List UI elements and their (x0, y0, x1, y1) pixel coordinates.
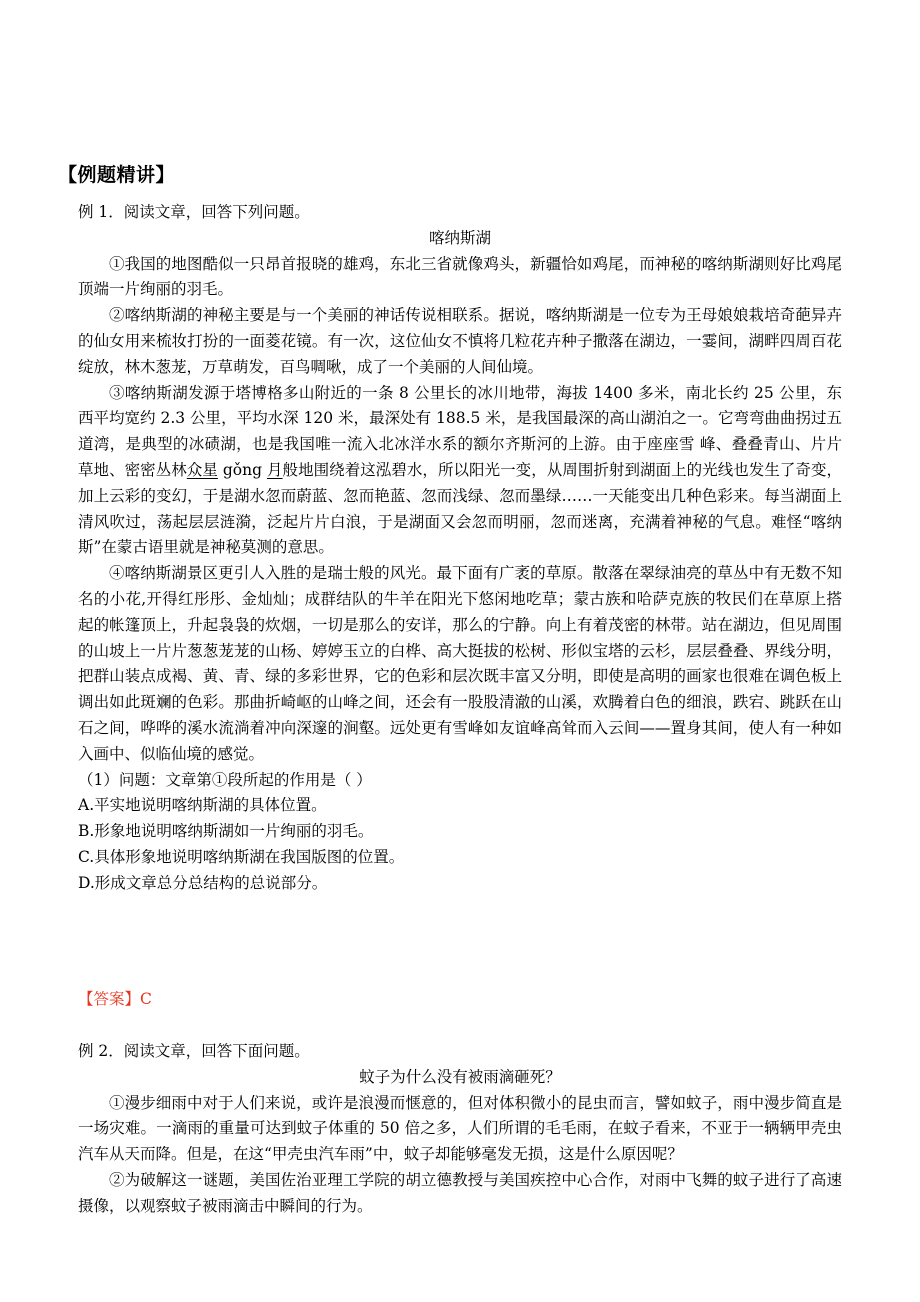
pinyin-annotation: gǒng (217, 460, 267, 479)
answer-line (78, 987, 842, 1013)
underlined-word: 众星 (186, 460, 218, 479)
article-title: 喀纳斯湖 (428, 228, 491, 247)
underlined-word: 月 (267, 460, 283, 479)
paragraph-3: ③喀纳斯湖发源于塔博格多山附近的一条 8 公里长的冰川地带，海拔 1400 多米，南北长约 25 公里，东西平均宽约 2.3 公里，平均水深 120 米，最深处有 188.5 米，是我国最深的高山湖泊之一。它弯弯曲曲拐过五道湾，是典型的冰碛湖，也是我国唯一流入北冰洋水系的额尔齐斯河的上游。由于座座雪 峰、叠叠青山、片片草地、密密丛林众星 gǒng 月般地围绕着这泓碧水，所以阳光一变，从周围折射到湖面上的光线也发生了奇变，加上云彩的变幻，于是湖水忽而蔚蓝、忽而艳蓝、忽而浅绿、忽而墨绿……一天能变出几种色彩来。每当湖面上清风吹过，荡起层层涟漪，泛起片片白浪，于是湖面又会忽而明丽，忽而迷离，充满着神秘的气息。难怪“喀纳斯”在蒙古语里就是神秘莫测的意思。 (78, 383, 842, 557)
example-1-intro: 例 1．阅读文章，回答下列问题。 (78, 203, 310, 221)
example-2 (78, 1039, 842, 1220)
section-heading: 【例题精讲】 (58, 164, 176, 186)
option-a: A.平实地说明喀纳斯湖的具体位置。 (78, 796, 327, 815)
option-b: B.形象地说明喀纳斯湖如一片绚丽的羽毛。 (78, 822, 374, 841)
paragraph-2: ②喀纳斯湖的神秘主要是与一个美丽的神话传说相联系。据说，喀纳斯湖是一位专为王母娘娘栽培奇葩异卉的仙女用来梳妆打扮的一面菱花镜。有一次，这位仙女不慎将几粒花卉种子撒落在湖边，一霎间，湖畔四周百花绽放，林木葱茏，万草萌发，百鸟啁啾，成了一个美丽的人间仙境。 (78, 306, 842, 376)
example-1 (78, 200, 842, 897)
article-title: 蚊子为什么没有被雨滴砸死？ (359, 1067, 561, 1086)
answer-value: C (140, 990, 152, 1008)
paragraph-1: ①我国的地图酷似一只昂首报晓的雄鸡，东北三省就像鸡头，新疆恰如鸡尾，而神秘的喀纳斯湖则好比鸡尾顶端一片绚丽的羽毛。 (78, 254, 842, 299)
option-d: D.形成文章总分总结构的总说部分。 (78, 873, 328, 892)
paragraph-1: ①漫步细雨中对于人们来说，或许是浪漫而惬意的，但对体积微小的昆虫而言，譬如蚊子，雨中漫步简直是一场灾难。一滴雨的重量可达到蚊子体重的 50 倍之多，人们所谓的毛毛雨，在蚊子看来，不亚于一辆辆甲壳虫汽车从天而降。但是，在这“甲壳虫汽车雨”中，蚊子却能够毫发无损，这是什么原因呢？ (78, 1093, 842, 1164)
option-c: C.具体形象地说明喀纳斯湖在我国版图的位置。 (78, 847, 405, 866)
paragraph-2: ②为破解这一谜题，美国佐治亚理工学院的胡立德教授与美国疾控中心合作，对雨中飞舞的蚊子进行了高速摄像，以观察蚊子被雨滴击中瞬间的行为。 (78, 1170, 842, 1215)
example-2-intro: 例 2．阅读文章，回答下面问题。 (78, 1042, 310, 1060)
paragraph-4: ④喀纳斯湖景区更引人入胜的是瑞士般的风光。最下面有广袤的草原。散落在翠绿油亮的草丛中有无数不知名的小花,开得红彤彤、金灿灿；成群结队的牛羊在阳光下悠闲地吃草；蒙古族和哈萨克族的牧民们在草原上搭起的帐篷顶上，升起袅袅的炊烟，一切是那么的安详，那么的宁静。向上有着茂密的林带。站在湖边，但见周围的山坡上一片片葱葱茏茏的山杨、婷婷玉立的白桦、高大挺拔的松树、形似宝塔的云杉，层层叠叠、界线分明，把群山装点成褐、黄、青、绿的多彩世界，它的色彩和层次既丰富又分明，即使是高明的画家也很难在调色板上调出如此斑斓的色彩。那曲折崎岖的山峰之间，还会有一股股清澈的山溪，欢腾着白色的细浪，跌宕、跳跃在山石之间，哗哗的溪水流淌着冲向深邃的涧壑。远处更有雪峰如友谊峰高耸而入云间——置身其间，使人有一种如入画中、似临仙境的感觉。 (78, 564, 842, 763)
answer-tag: 【答案】 (78, 990, 141, 1008)
question-1: （1）问题：文章第①段所起的作用是（ ） (78, 770, 372, 789)
